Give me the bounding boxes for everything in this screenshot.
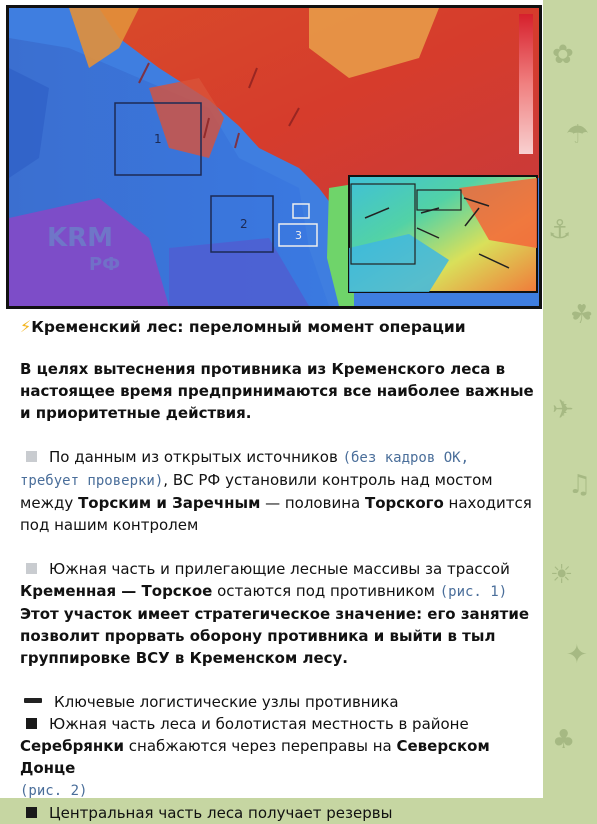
grey-square-icon	[26, 451, 37, 462]
grey-square-icon	[26, 563, 37, 574]
heatmap-image	[9, 8, 539, 306]
item1-text-d: Северском Донце	[20, 737, 490, 777]
map-color-scale	[519, 14, 533, 154]
paragraph-bridge	[20, 446, 536, 536]
p1-text-c: Торским и Заречным	[78, 494, 261, 512]
p1-text-b: , ВС РФ установили контроль над мостом между	[20, 471, 493, 512]
minus-icon	[24, 698, 42, 703]
list-item	[20, 713, 536, 802]
section-heading	[20, 691, 536, 713]
p2-text-d: Этот участок имеет стратегическое значение: его занятие позволит прорвать оборону противника и выйти в тыл группировке ВСУ в Кременском лесу.	[20, 605, 530, 667]
p1-text-e: Торского	[364, 494, 444, 512]
paragraph-south	[20, 558, 536, 669]
item1-text-a: Южная часть леса и болотистая местность в районе	[49, 715, 469, 733]
section-title: Ключевые логистические узлы противника	[54, 693, 399, 711]
p2-text-c: остаются под противником	[212, 582, 440, 600]
map-watermark-sub: РФ	[89, 254, 121, 275]
p1-text-a: По данным из открытых источников	[49, 448, 343, 466]
p1-text-d: — половина	[260, 494, 365, 512]
item1-note: (рис. 2)	[20, 783, 88, 799]
map-inset	[349, 176, 537, 292]
black-square-icon	[26, 718, 37, 729]
post-text	[20, 316, 536, 824]
item1-text-b: Серебрянки	[20, 737, 124, 755]
list-item	[20, 802, 536, 824]
post-image-map[interactable]	[6, 5, 542, 309]
item2-text-a: Центральная часть леса получает резервы	[49, 804, 393, 822]
intro-paragraph: В целях вытеснения противника из Кременского леса в настоящее время предпринимаются все наиболее важные и приоритетные действия.	[20, 360, 534, 422]
post-title-text: Кременский лес: переломный момент операции	[31, 318, 466, 336]
p2-note: (рис. 1)	[439, 584, 508, 600]
post-title	[20, 316, 536, 338]
map-box-label-3: 3	[295, 229, 302, 242]
p1-note: (без кадров ОК, требует проверки)	[20, 450, 469, 489]
map-watermark: KRM	[47, 223, 114, 253]
black-square-icon	[26, 807, 37, 818]
lightning-icon: ⚡	[20, 317, 32, 336]
map-box-label-1: 1	[154, 132, 162, 146]
map-box-label-2: 2	[240, 217, 248, 231]
item1-text-c: снабжаются через переправы на	[124, 737, 397, 755]
p1-text-f: находится под нашим контролем	[20, 494, 532, 534]
p2-text-b: Кременная — Торское	[20, 582, 213, 600]
p2-text-a: Южная часть и прилегающие лесные массивы за трассой	[49, 560, 510, 578]
chat-wallpaper: ✿ ☂ ⚓ ☘ ✈ ♫ ☀ ✦ ♣	[548, 40, 594, 755]
